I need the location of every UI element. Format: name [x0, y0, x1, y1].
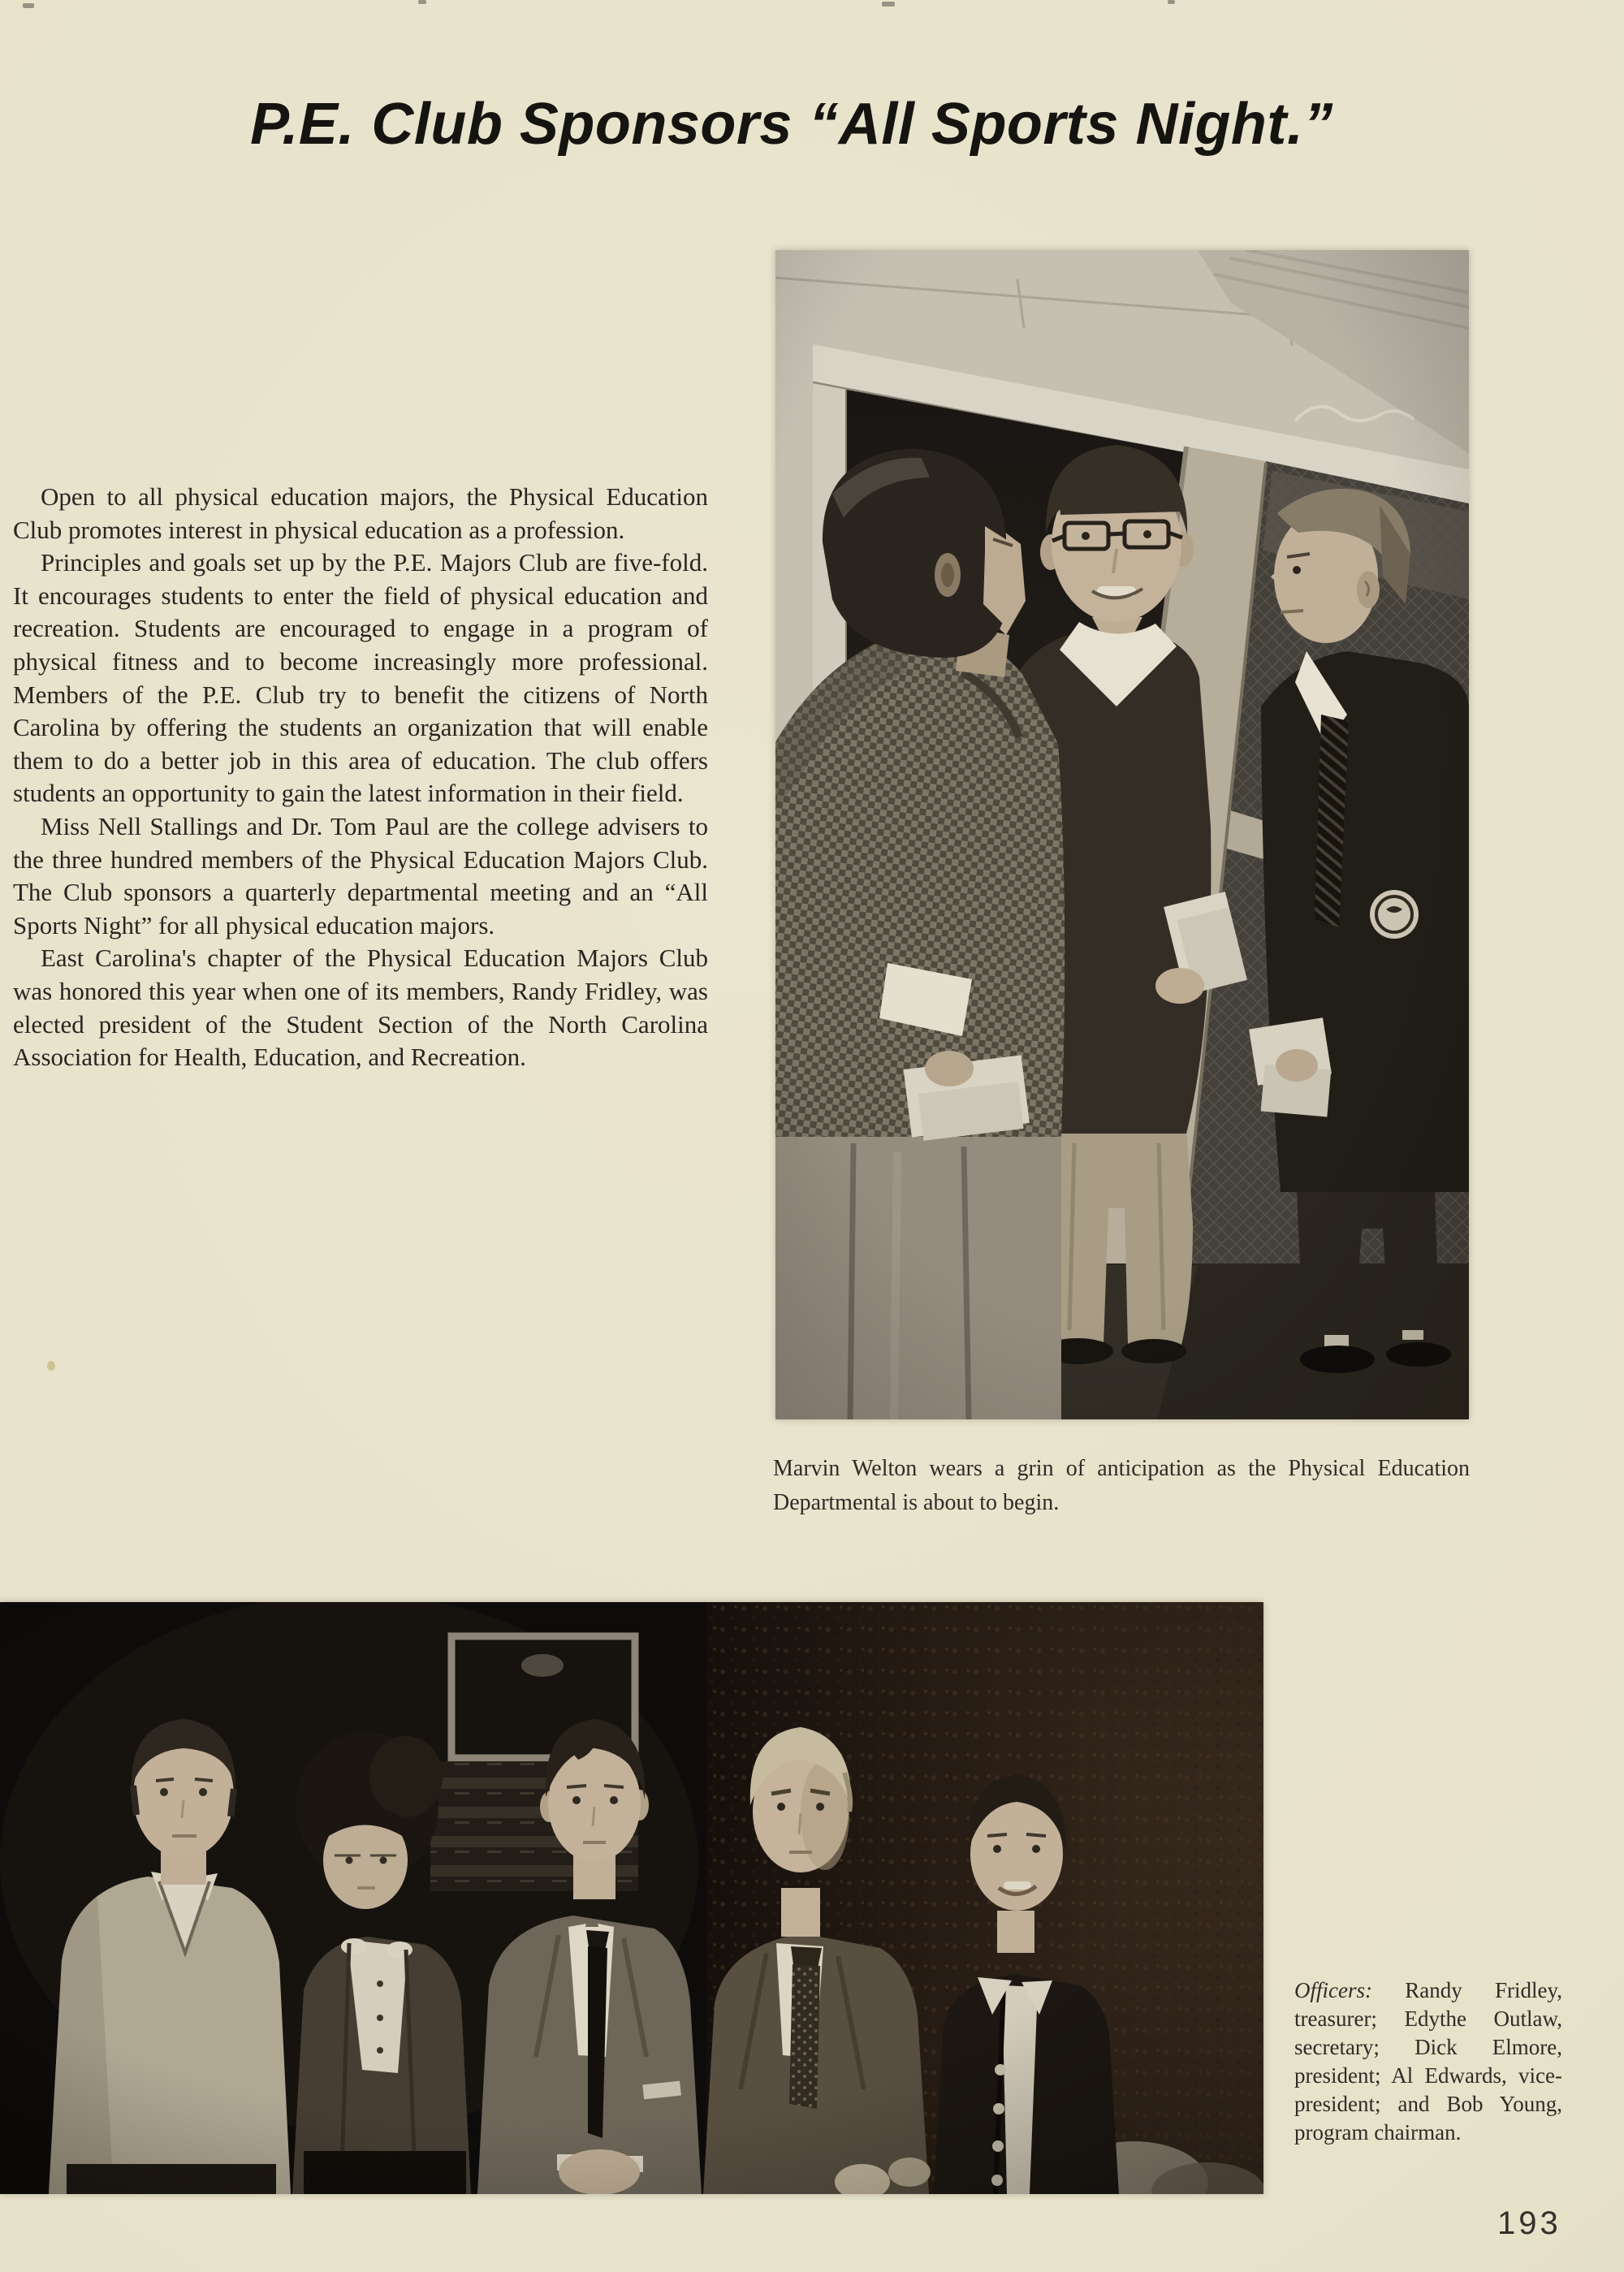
article-paragraph-2: Principles and goals set up by the P.E. Majors Club are five-fold. It encourages students to enter the field of physical education and recreation. Students are encouraged to engage in a program of physical fitness and to become increasingly more professional. Members of the P.E. Club try to benefit the citizens of North Carolina by offering the students an organization that will enable them to do a better job in this area of education. The club offers students an opportunity to gain the latest information in their field.	[13, 548, 708, 808]
scan-artifact	[418, 0, 426, 4]
scan-artifact	[47, 1361, 55, 1371]
article-paragraph-3: Miss Nell Stallings and Dr. Tom Paul are the college advisers to the three hundred members of the Physical Education Majors Club. The Club sponsors a quarterly departmental meeting and an “All Sports Night” for all physical education majors.	[13, 811, 708, 939]
photo-officers-caption	[1294, 1976, 1562, 2147]
photo-doorway-caption: Marvin Welton wears a grin of anticipation as the Physical Education Departmental is about to begin.	[773, 1456, 1470, 1515]
article-paragraph-1: Open to all physical education majors, the Physical Education Club promotes interest in physical education as a profession.	[13, 482, 708, 544]
scan-artifact	[882, 2, 895, 6]
page-title: P.E. Club Sponsors “All Sports Night.”	[250, 92, 1333, 157]
photo-officers-image	[0, 1602, 1263, 2194]
article-text	[13, 481, 708, 1074]
officers-caption-lead: Officers:	[1294, 1978, 1372, 2002]
scan-artifact	[23, 3, 34, 8]
page-number: 193	[1497, 2205, 1561, 2241]
photo-doorway	[775, 250, 1469, 1419]
article-paragraph-4: East Carolina's chapter of the Physical Education Majors Club was honored this year when one of its members, Randy Fridley, was elected president of the Student Section of the North Carolina Association for Health, Education, and Recreation.	[13, 944, 708, 1072]
officers-caption-body: Randy Fridley, treasurer; Edythe Outlaw, secretary; Dick Elmore, president; Al Edwards, vice-president; and Bob Young, program chairman.	[1294, 1978, 1562, 2145]
scan-artifact	[1168, 0, 1175, 4]
photo-doorway-image	[775, 250, 1469, 1419]
photo-officers	[0, 1602, 1263, 2194]
